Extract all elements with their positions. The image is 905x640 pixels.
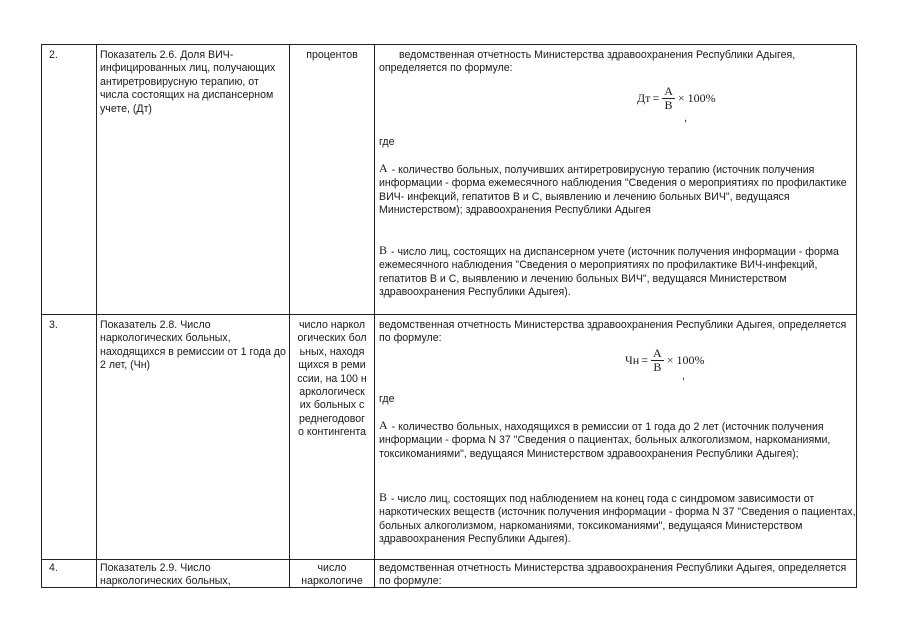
where-label: где: [379, 393, 395, 405]
source-intro: ведомственная отчетность Министерства здравоохранения Республики Адыгея, определяется по формуле:: [379, 562, 847, 588]
formula-fraction: [662, 85, 675, 112]
table-row: [41, 559, 856, 588]
table-row: [41, 314, 856, 560]
definition-b: [379, 244, 856, 300]
formula-numerator: A: [653, 346, 662, 360]
definition-a-text: - количество больных, получивших антиретровирусную терапию (источник получения информации - форма ежемесячного наблюдения "Сведения о мероприятиях по профилактике ВИЧ- инфекций, гепатитов B и C, выявлению и лечению больных ВИЧ", ведущаяся Министерством); здравоохранения Республики Адыгея: [379, 164, 847, 217]
formula-fraction: [651, 347, 664, 374]
formula-numerator: A: [664, 84, 673, 98]
var-a: A: [379, 161, 388, 175]
definition-b-text: - число лиц, состоящих под наблюдением на конец года с синдромом зависимости от наркотических веществ (источник получения информации - форма N 37 "Сведения о пациентах, больных алкоголизмом, наркоманиями, токсикоманиями", ведущаяся Министерством здравоохранения Республики Адыгея).: [379, 493, 856, 546]
indicator-name: Показатель 2.9. Число наркологических больных,: [100, 562, 231, 588]
definition-a: [379, 162, 856, 218]
formula-lhs: Чн: [625, 353, 640, 367]
definition-b: [379, 491, 856, 547]
definition-a: [379, 419, 856, 461]
table-row: [41, 44, 856, 315]
source-intro: ведомственная отчетность Министерства здравоохранения Республики Адыгея, определяется по формуле:: [379, 319, 847, 345]
formula: [625, 347, 704, 374]
row-number: 4.: [49, 562, 58, 574]
indicator-name: Показатель 2.8. Число наркологических больных, находящихся в ремиссии от 1 года до 2 лет, (Чн): [100, 319, 286, 372]
var-b: B: [379, 243, 388, 257]
source-intro: ведомственная отчетность Министерства здравоохранения Республики Адыгея, определяется по формуле:: [379, 49, 796, 75]
definition-a-text: - количество больных, находящихся в ремиссии от 1 года до 2 лет (источник получения информации - форма N 37 "Сведения о пациентах, больных алкоголизмом, наркоманиями, токсикоманиями", ведущаяся Министерством здравоохранения Республики Адыгея);: [379, 421, 831, 460]
unit-of-measure: число наркологиче: [301, 562, 363, 588]
indicator-name: Показатель 2.6. Доля ВИЧ-инфицированных лиц, получающих антиретровирусную терапию, от числа состоящих на диспансерном учете, (Дт): [100, 49, 276, 115]
unit-of-measure: число наркологических больных, находящихся в ремиссии, на 100 наркологических больных среднегодового контингента: [297, 319, 367, 439]
var-a: A: [379, 418, 388, 432]
formula-rhs: × 100%: [666, 353, 705, 367]
table-bottom-border: [41, 587, 856, 588]
where-label: где: [379, 136, 395, 148]
formula-comma: ,: [682, 370, 686, 382]
formula-rhs: × 100%: [677, 91, 716, 105]
formula-comma: ,: [684, 112, 688, 124]
row-number: 2.: [49, 49, 58, 61]
unit-of-measure: процентов: [306, 49, 358, 61]
row-number: 3.: [49, 319, 58, 331]
formula-denominator: B: [653, 360, 662, 374]
formula-eq: =: [641, 353, 649, 367]
definition-b-text: - число лиц, состоящих на диспансерном учете (источник получения информации - форма ежемесячного наблюдения "Сведения о мероприятиях по профилактике ВИЧ-инфекций, гепатитов B и C, выявлению и лечению больных ВИЧ", ведущаяся Министерством здравоохранения Республики Адыгея).: [379, 246, 839, 299]
formula-eq: =: [652, 91, 660, 105]
formula-lhs: Дт: [637, 91, 651, 105]
formula-denominator: B: [664, 98, 673, 112]
formula: [637, 85, 716, 112]
var-b: B: [379, 490, 388, 504]
